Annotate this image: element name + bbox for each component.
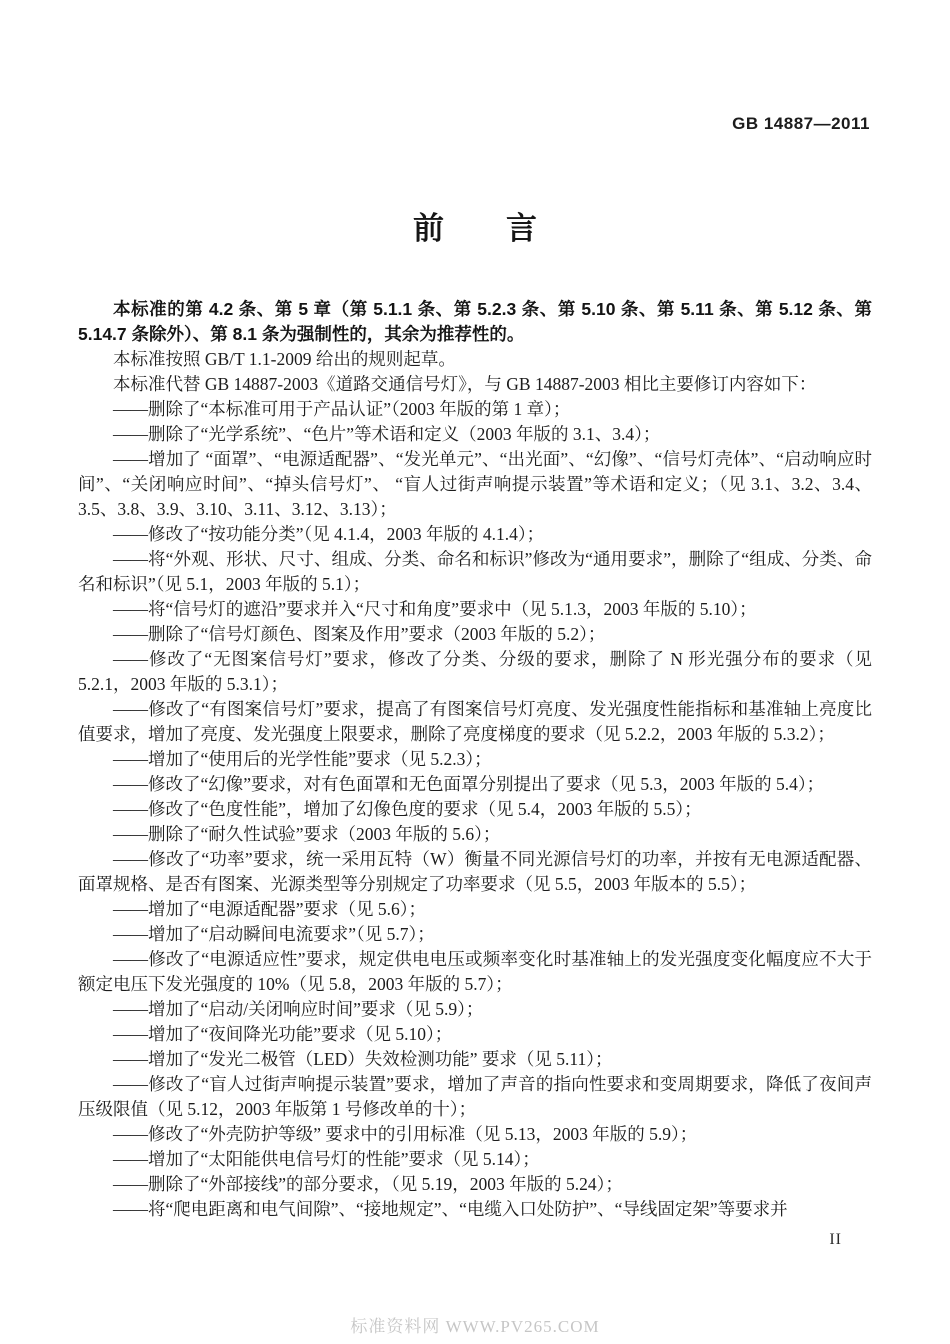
revision-item: ——将“外观、形状、尺寸、组成、分类、命名和标识”修改为“通用要求”，删除了“组成、分类、命名和标识”（见 5.1，2003 年版的 5.1）； bbox=[78, 549, 872, 594]
revision-item: ——删除了“光学系统”、“色片”等术语和定义（2003 年版的 3.1、3.4）； bbox=[113, 424, 661, 444]
revision-item: ——将“信号灯的遮沿”要求并入“尺寸和角度”要求中（见 5.1.3，2003 年版的 5.10）； bbox=[113, 599, 757, 619]
revision-item: ——增加了“夜间降光功能”要求（见 5.10）； bbox=[113, 1024, 453, 1044]
revision-item: ——删除了“信号灯颜色、图案及作用”要求（2003 年版的 5.2）； bbox=[113, 624, 606, 644]
revision-item: ——删除了“耐久性试验”要求（2003 年版的 5.6）； bbox=[113, 824, 501, 844]
replacement-note-paragraph: 本标准代替 GB 14887-2003《道路交通信号灯》，与 GB 14887-2003 相比主要修订内容如下： bbox=[113, 374, 817, 394]
revision-item: ——增加了“电源适配器”要求（见 5.6）； bbox=[113, 899, 427, 919]
revision-item: ——将“爬电距离和电气间隙”、“接地规定”、“电缆入口处防护”、“导线固定架”等要求并 bbox=[113, 1199, 788, 1219]
revision-item: ——增加了“使用后的光学性能”要求（见 5.2.3）； bbox=[113, 749, 492, 769]
revision-item: ——修改了“外壳防护等级” 要求中的引用标准（见 5.13，2003 年版的 5.9）； bbox=[113, 1124, 698, 1144]
revision-item: ——修改了“色度性能”，增加了幻像色度的要求（见 5.4，2003 年版的 5.5）； bbox=[113, 799, 702, 819]
revision-item: ——修改了“幻像”要求，对有色面罩和无色面罩分别提出了要求（见 5.3，2003 年版的 5.4）； bbox=[113, 774, 825, 794]
mandatory-clause-paragraph: 本标准的第 4.2 条、第 5 章（第 5.1.1 条、第 5.2.3 条、第 5.10 条、第 5.11 条、第 5.12 条、第 5.14.7 条除外）、第 8.1 条为强制性的，其余为推荐性的。 bbox=[78, 299, 872, 344]
revision-item: ——修改了“有图案信号灯”要求，提高了有图案信号灯亮度、发光强度性能指标和基准轴上亮度比值要求，增加了亮度、发光强度上限要求，删除了亮度梯度的要求（见 5.2.2，2003 年版的 5.3.2）； bbox=[78, 699, 872, 744]
page-number: II bbox=[829, 1231, 842, 1248]
standard-code: GB 14887—2011 bbox=[732, 114, 870, 133]
revision-item: ——修改了“按功能分类”（见 4.1.4，2003 年版的 4.1.4）； bbox=[113, 524, 545, 544]
revision-item: ——增加了“启动瞬间电流要求”（见 5.7）； bbox=[113, 924, 435, 944]
foreword-body bbox=[78, 297, 872, 1222]
drafting-rule-paragraph: 本标准按照 GB/T 1.1-2009 给出的规则起草。 bbox=[113, 349, 456, 369]
watermark: 标准资料网 WWW.PV265.COM bbox=[350, 1317, 600, 1336]
revision-item: ——修改了“功率”要求，统一采用瓦特（W）衡量不同光源信号灯的功率，并按有无电源适配器、面罩规格、是否有图案、光源类型等分别规定了功率要求（见 5.5，2003 年版本的 5.5）； bbox=[78, 849, 872, 894]
revision-item: ——删除了“本标准可用于产品认证”（2003 年版的第 1 章）； bbox=[113, 399, 571, 419]
revision-list bbox=[78, 397, 872, 1222]
revision-item: ——删除了“外部接线”的部分要求，（见 5.19，2003 年版的 5.24）； bbox=[113, 1174, 623, 1194]
revision-item: ——修改了“无图案信号灯”要求，修改了分类、分级的要求，删除了 N 形光强分布的要求（见 5.2.1，2003 年版的 5.3.1）； bbox=[78, 649, 872, 694]
revision-item: ——增加了“启动/关闭响应时间”要求（见 5.9）； bbox=[113, 999, 484, 1019]
revision-item: ——修改了“盲人过街声响提示装置”要求，增加了声音的指向性要求和变周期要求，降低了夜间声压级限值（见 5.12，2003 年版第 1 号修改单的十）； bbox=[78, 1074, 872, 1119]
revision-item: ——修改了“电源适应性”要求，规定供电电压或频率变化时基准轴上的发光强度变化幅度应不大于额定电压下发光强度的 10%（见 5.8，2003 年版的 5.7）； bbox=[78, 949, 872, 994]
revision-item: ——增加了“发光二极管（LED）失效检测功能” 要求（见 5.11）； bbox=[113, 1049, 613, 1069]
page-title: 前 言 bbox=[413, 211, 537, 246]
revision-item: ——增加了“太阳能供电信号灯的性能”要求（见 5.14）； bbox=[113, 1149, 540, 1169]
revision-item: ——增加了 “面罩”、“电源适配器”、“发光单元”、“出光面”、“幻像”、“信号灯壳体”、“启动响应时间”、“关闭响应时间”、“掉头信号灯”、 “盲人过街声响提示装置”等术语和定义；（见 3.1、3.2、3.4、3.5、3.8、3.9、3.10、3.11、3.12、3.13）； bbox=[78, 449, 872, 519]
